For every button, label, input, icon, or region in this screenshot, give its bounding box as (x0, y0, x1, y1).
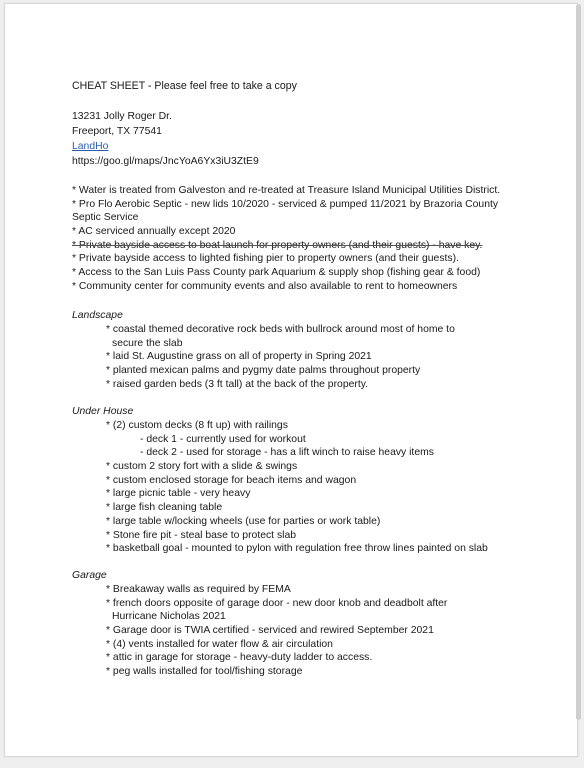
section-title-garage: Garage (72, 570, 107, 581)
list-item: * basketball goal - mounted to pylon with regulation free throw lines painted on slab (106, 543, 488, 555)
list-item: * Garage door is TWIA certified - serviced and rewired September 2021 (106, 625, 434, 637)
list-item: secure the slab (112, 337, 183, 349)
list-item: * custom enclosed storage for beach items and wagon (106, 474, 357, 486)
list-item: * (2) custom decks (8 ft up) with railings (106, 420, 288, 431)
list-item: * planted mexican palms and pygmy date palms throughout property (106, 365, 421, 377)
maps-url: https://goo.gl/maps/JncYoA6Yx3iU3ZtE9 (72, 156, 259, 167)
list-item: * raised garden beds (3 ft tall) at the back of the property. (106, 378, 369, 390)
list-item: * Water is treated from Galveston and re-treated at Treasure Island Municipal Utilities District. (72, 185, 501, 196)
vertical-scrollbar[interactable] (576, 4, 581, 720)
list-item: * peg walls installed for tool/fishing storage (106, 666, 303, 678)
list-item: * custom 2 story fort with a slide & swings (106, 461, 298, 473)
list-item: * Private bayside access to lighted fishing pier to property owners (and their guests). (72, 253, 459, 265)
garage-list (106, 583, 447, 679)
address-city: Freeport, TX 77541 (72, 126, 162, 137)
list-item: * large table w/locking wheels (use for parties or work table) (106, 515, 381, 527)
list-item: Septic Service (72, 212, 139, 224)
list-item: * attic in garage for storage - heavy-duty ladder to access. (106, 652, 373, 664)
list-item: * large fish cleaning table (106, 502, 223, 514)
list-item: * french doors opposite of garage door - new door knob and deadbolt after (106, 597, 448, 609)
list-item: * Private bayside access to boat launch for property owners (and their guests) - have key. (72, 239, 483, 251)
landho-link[interactable]: LandHo (72, 141, 109, 152)
list-item: Hurricane Nicholas 2021 (112, 611, 226, 623)
list-item: * Access to the San Luis Pass County park Aquarium & supply shop (fishing gear & food) (72, 267, 481, 279)
landscape-list (106, 323, 455, 391)
document-page (4, 3, 578, 757)
section-title-under-house: Under House (72, 406, 134, 417)
list-item: * Community center for community events and also available to rent to homeowners (72, 280, 458, 292)
list-item: * Pro Flo Aerobic Septic - new lids 10/2020 - serviced & pumped 11/2021 by Brazoria County (72, 198, 499, 210)
address-street: 13231 Jolly Roger Dr. (72, 111, 172, 122)
list-item: * Stone fire pit - steal base to protect slab (106, 529, 297, 541)
list-item: - deck 2 - used for storage - has a lift winch to raise heavy items (140, 447, 434, 459)
list-item: * AC serviced annually except 2020 (72, 226, 236, 238)
list-item: - deck 1 - currently used for workout (140, 433, 306, 445)
list-item: * coastal themed decorative rock beds with bullrock around most of home to (106, 324, 455, 335)
list-item: * (4) vents installed for water flow & air circulation (106, 638, 333, 650)
section-title-landscape: Landscape (72, 310, 123, 321)
under-house-list (106, 419, 488, 556)
list-item: * large picnic table - very heavy (106, 488, 251, 500)
feature-list (72, 184, 500, 294)
page-title: CHEAT SHEET - Please feel free to take a copy (72, 80, 297, 92)
list-item: * Breakaway walls as required by FEMA (106, 584, 291, 595)
list-item: * laid St. Augustine grass on all of property in Spring 2021 (106, 351, 372, 363)
